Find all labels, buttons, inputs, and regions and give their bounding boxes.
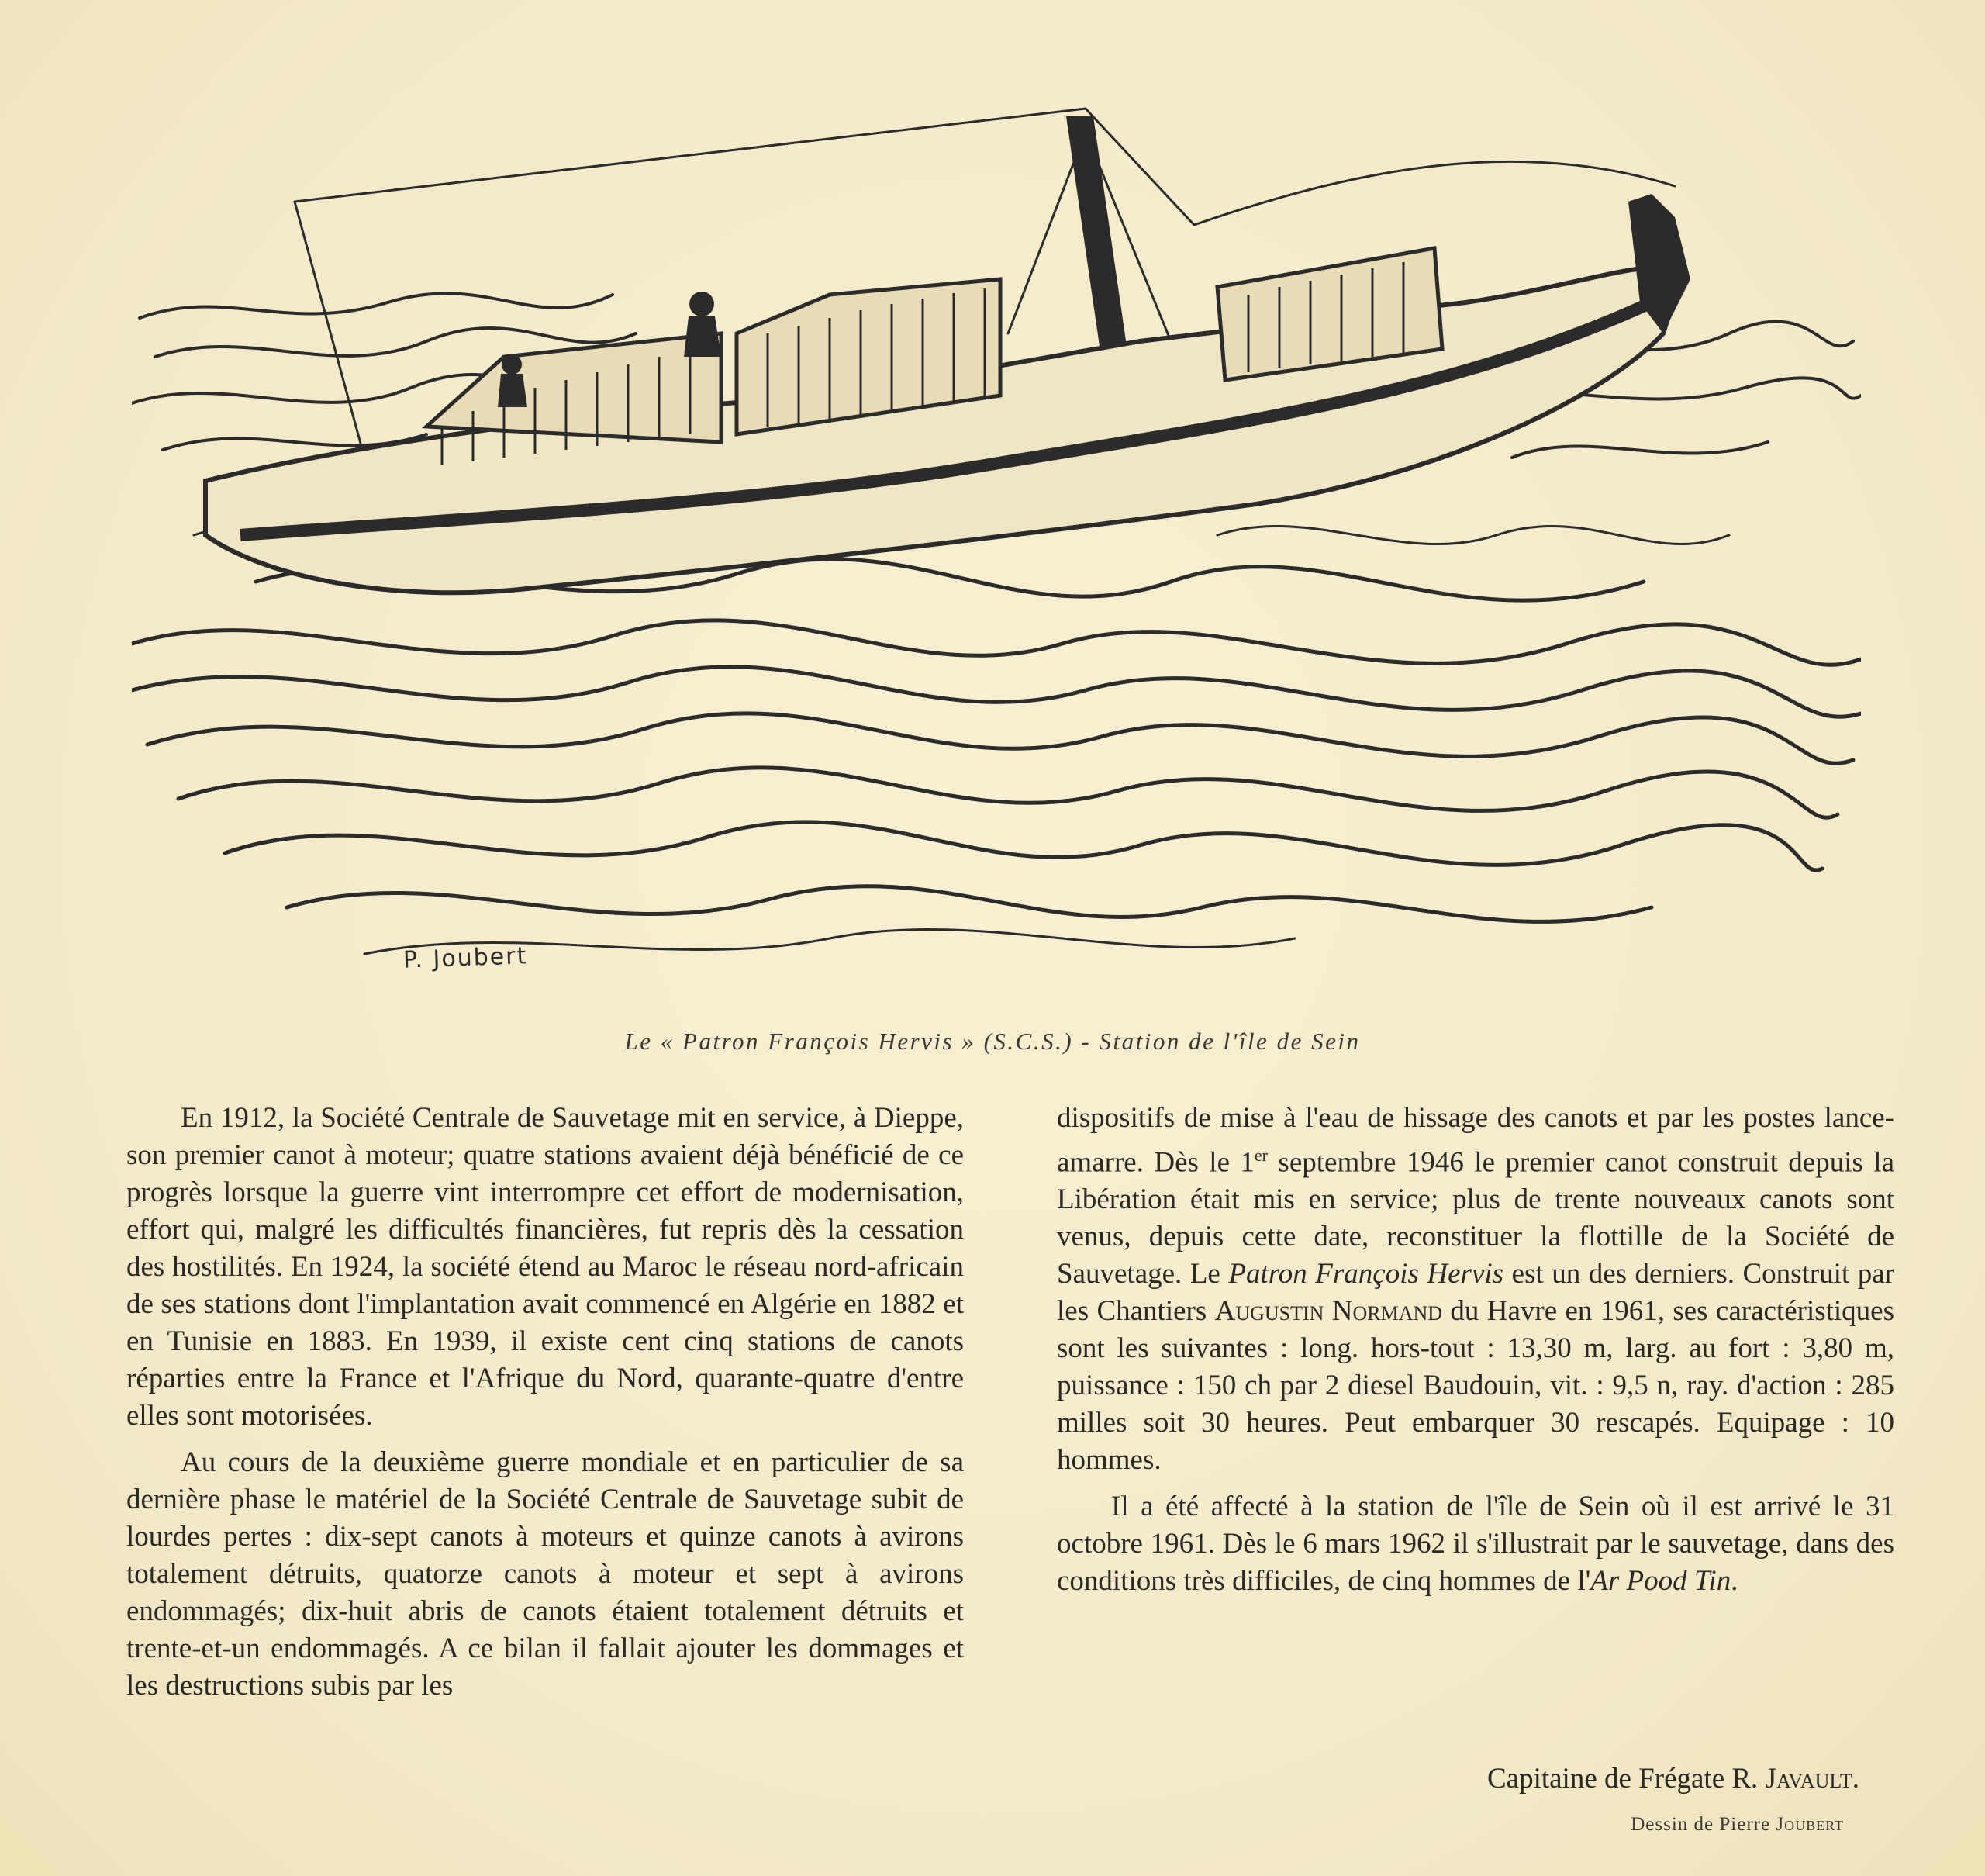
artist-signature: P. Joubert [402,942,528,974]
author-rank: Capitaine de Frégate R. [1486,1763,1766,1795]
boat-name: Patron François Hervis [1228,1258,1504,1290]
drawing-credit [1057,1814,1844,1836]
ordinal-suffix: er [1254,1145,1269,1165]
shipyard-name: Augustin Normand [1214,1295,1443,1328]
article-paragraph: Au cours de la deuxième guerre mondiale et en particulier de sa dernière phase le matériel de la Société Centrale de Sauvetage subit de lourdes pertes : dix-sept canots à moteurs et quinze canots à avirons totalement détruits, quatorze canots à moteur et sept à avirons endommagés; dix-huit abris de canots étaient totalement détruits et trente-et-un endommagés. A ce bilan il fallait ajouter les dommages et les destructions subis par les [126,1446,964,1702]
ship-name: Ar Pood Tin [1590,1565,1731,1598]
author-signoff [1057,1762,1859,1795]
illustration-caption: Le « Patron François Hervis » (S.C.S.) - Station de l'île de Sein [624,1028,1361,1055]
article-paragraph [1057,1488,1894,1600]
text-run: du Havre en 1961, ses caractéristiques sont les suivantes : long. hors-tout : 13,30 m, larg. au fort : 3,80 m, puissance : 150 ch par 2 diesel Baudouin, vit. : 9,5 n, ray. d'action : 285 milles soit 30 heures. Peut embarquer 30 rescapés. Equipage : 10 hommes. [1057,1295,1894,1477]
text-run: dispositifs de mise à l'eau de hissage des canots et par les postes lance-amarre. Dès le [1057,1102,1894,1179]
lifeboat-in-storm-drawing [132,101,1861,993]
article-column-left [126,1100,964,1705]
article-paragraph: En 1912, la Société Centrale de Sauvetage mit en service, à Dieppe, son premier canot à moteur; quatre stations avaient déjà bénéficié de ce progrès lorsque la guerre vint interrompre cet effort de modernisation, effort qui, malgré les difficultés financières, fut repris dès la cessation des hostilités. En 1924, la société étend au Maroc le réseau nord-africain de ses stations dont l'implantation avait commencé en Algérie en 1882 et en Tunisie en 1883. En 1939, il existe cent cinq stations de canots réparties entre la France et l'Afrique du Nord, quarante-quatre d'entre elles sont motorisées. [126,1102,964,1432]
text-run: Il a été affecté à la station de l'île de Sein où il est arrivé le 31 octobre 1961. Dès le 6 mars 1962 il s'illustrait par le sauvetage, dans des conditions très difficiles, de cinq hommes de l' [1057,1491,1894,1598]
text-run: 1 [1240,1146,1255,1179]
text-run: . [1731,1565,1738,1598]
credit-label: Dessin de Pierre [1631,1814,1776,1835]
text-run: est un des derniers. Construit par les Chantiers [1057,1258,1894,1328]
text-run: . [1852,1763,1859,1795]
credit-name: Joubert [1776,1814,1844,1835]
article-column-right [1057,1100,1894,1600]
author-name: Javault [1765,1763,1852,1795]
article-paragraph [1057,1100,1894,1479]
text-run: septembre 1946 le premier canot construit depuis la Libération était mis en service; plus de trente nouveaux canots sont venus, depuis cette date, reconstituer la flottille de la Société de Sauvetage. Le [1057,1146,1894,1290]
